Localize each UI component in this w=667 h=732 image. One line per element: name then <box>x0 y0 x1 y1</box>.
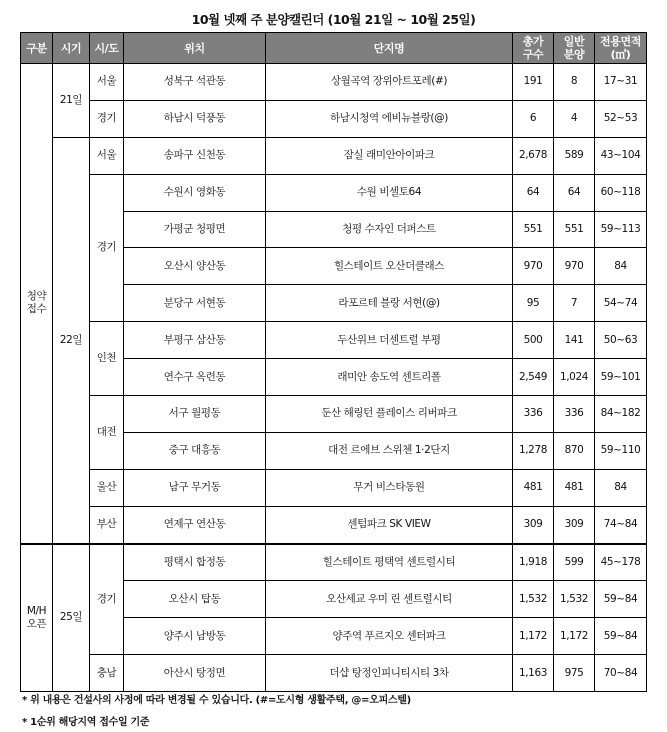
complex-cell: 오산세교 우미 린 센트럴시티 <box>266 581 513 618</box>
location-cell: 부평구 삼산동 <box>124 322 266 359</box>
total-cell: 64 <box>513 174 554 211</box>
date-cell: 22일 <box>53 137 90 543</box>
area-cell: 59~113 <box>595 211 647 248</box>
general-cell: 1,024 <box>554 359 595 396</box>
table-row <box>21 544 647 581</box>
total-cell: 1,172 <box>513 618 554 655</box>
location-cell: 오산시 양산동 <box>124 248 266 285</box>
general-cell: 8 <box>554 64 595 101</box>
general-cell: 309 <box>554 506 595 543</box>
table-row <box>21 469 647 506</box>
location-cell: 아산시 탕정면 <box>124 655 266 692</box>
complex-cell: 두산위브 더센트럴 부평 <box>266 322 513 359</box>
area-cell: 59~84 <box>595 581 647 618</box>
total-cell: 970 <box>513 248 554 285</box>
total-cell: 1,918 <box>513 544 554 581</box>
complex-cell: 더샵 탕정인피니티시티 3차 <box>266 655 513 692</box>
header-general-sale: 일반 분양 <box>554 33 595 64</box>
area-cell: 59~84 <box>595 618 647 655</box>
header-area: 전용면적 (㎡) <box>595 33 647 64</box>
location-cell: 평택시 합정동 <box>124 544 266 581</box>
complex-cell: 힐스테이트 오산더클래스 <box>266 248 513 285</box>
area-cell: 84 <box>595 248 647 285</box>
province-cell: 울산 <box>90 469 124 506</box>
table-row <box>21 506 647 543</box>
header-total-units: 총가 구수 <box>513 33 554 64</box>
general-cell: 870 <box>554 432 595 469</box>
province-cell: 부산 <box>90 506 124 543</box>
area-cell: 84~182 <box>595 396 647 433</box>
table-row <box>21 174 647 211</box>
complex-cell: 센텀파크 SK VIEW <box>266 506 513 543</box>
area-cell: 54~74 <box>595 285 647 322</box>
location-cell: 분당구 서현동 <box>124 285 266 322</box>
area-cell: 59~110 <box>595 432 647 469</box>
footnote-change-notice: * 위 내용은 건설사의 사정에 따라 변경될 수 있습니다. (#=도시형 생활주택, @=오피스텔) <box>22 695 411 706</box>
general-cell: 599 <box>554 544 595 581</box>
page-title: 10월 넷째 주 분양캘린더 (10월 21일 ~ 10월 25일) <box>191 12 476 27</box>
complex-cell: 양주역 푸르지오 센터파크 <box>266 618 513 655</box>
total-cell: 2,549 <box>513 359 554 396</box>
complex-cell: 둔산 해링턴 플레이스 리버파크 <box>266 396 513 433</box>
location-cell: 송파구 신천동 <box>124 137 266 174</box>
sales-calendar-table <box>20 32 647 692</box>
area-cell: 50~63 <box>595 322 647 359</box>
group-subscription: 청약 접수 <box>21 64 53 544</box>
total-cell: 191 <box>513 64 554 101</box>
location-cell: 연제구 연산동 <box>124 506 266 543</box>
general-cell: 141 <box>554 322 595 359</box>
area-cell: 52~53 <box>595 100 647 137</box>
location-cell: 남구 무거동 <box>124 469 266 506</box>
table-row <box>21 137 647 174</box>
total-cell: 551 <box>513 211 554 248</box>
total-cell: 1,278 <box>513 432 554 469</box>
area-cell: 70~84 <box>595 655 647 692</box>
province-cell: 경기 <box>90 100 124 137</box>
complex-cell: 상월곡역 장위아트포레(#) <box>266 64 513 101</box>
total-cell: 500 <box>513 322 554 359</box>
location-cell: 중구 대흥동 <box>124 432 266 469</box>
table-row <box>21 655 647 692</box>
province-cell: 인천 <box>90 322 124 396</box>
complex-cell: 라포르테 블랑 서현(@) <box>266 285 513 322</box>
group-mh-open: M/H 오픈 <box>21 544 53 692</box>
table-row <box>21 64 647 101</box>
complex-cell: 힐스테이트 평택역 센트럴시티 <box>266 544 513 581</box>
complex-cell: 래미안 송도역 센트리폴 <box>266 359 513 396</box>
general-cell: 481 <box>554 469 595 506</box>
general-cell: 1,172 <box>554 618 595 655</box>
general-cell: 970 <box>554 248 595 285</box>
header-category: 구분 <box>21 33 53 64</box>
area-cell: 59~101 <box>595 359 647 396</box>
footnote-basis: * 1순위 해당지역 접수일 기준 <box>22 717 150 728</box>
area-cell: 84 <box>595 469 647 506</box>
complex-cell: 하남시청역 에비뉴블랑(@) <box>266 100 513 137</box>
header-location: 위치 <box>124 33 266 64</box>
location-cell: 하남시 덕풍동 <box>124 100 266 137</box>
date-cell: 25일 <box>53 544 90 692</box>
general-cell: 7 <box>554 285 595 322</box>
complex-cell: 수원 비셀토64 <box>266 174 513 211</box>
complex-cell: 무거 비스타동원 <box>266 469 513 506</box>
header-province: 시/도 <box>90 33 124 64</box>
total-cell: 336 <box>513 396 554 433</box>
location-cell: 성북구 석관동 <box>124 64 266 101</box>
area-cell: 17~31 <box>595 64 647 101</box>
province-cell: 서울 <box>90 137 124 174</box>
complex-cell: 대전 르에브 스위첸 1·2단지 <box>266 432 513 469</box>
location-cell: 연수구 옥련동 <box>124 359 266 396</box>
location-cell: 서구 월평동 <box>124 396 266 433</box>
total-cell: 1,163 <box>513 655 554 692</box>
table-row <box>21 322 647 359</box>
total-cell: 1,532 <box>513 581 554 618</box>
complex-cell: 잠실 래미안아이파크 <box>266 137 513 174</box>
location-cell: 가평군 청평면 <box>124 211 266 248</box>
general-cell: 4 <box>554 100 595 137</box>
general-cell: 64 <box>554 174 595 211</box>
general-cell: 589 <box>554 137 595 174</box>
area-cell: 43~104 <box>595 137 647 174</box>
table-row <box>21 396 647 433</box>
location-cell: 양주시 남방동 <box>124 618 266 655</box>
area-cell: 74~84 <box>595 506 647 543</box>
area-cell: 60~118 <box>595 174 647 211</box>
header-timing: 시기 <box>53 33 90 64</box>
total-cell: 309 <box>513 506 554 543</box>
area-cell: 45~178 <box>595 544 647 581</box>
total-cell: 6 <box>513 100 554 137</box>
general-cell: 975 <box>554 655 595 692</box>
province-cell: 경기 <box>90 174 124 322</box>
table-row <box>21 100 647 137</box>
total-cell: 481 <box>513 469 554 506</box>
complex-cell: 청평 수자인 더퍼스트 <box>266 211 513 248</box>
general-cell: 336 <box>554 396 595 433</box>
province-cell: 대전 <box>90 396 124 470</box>
province-cell: 충남 <box>90 655 124 692</box>
date-cell: 21일 <box>53 64 90 138</box>
total-cell: 2,678 <box>513 137 554 174</box>
location-cell: 오산시 탑동 <box>124 581 266 618</box>
location-cell: 수원시 영화동 <box>124 174 266 211</box>
total-cell: 95 <box>513 285 554 322</box>
header-complex: 단지명 <box>266 33 513 64</box>
general-cell: 1,532 <box>554 581 595 618</box>
header-row <box>21 33 647 64</box>
general-cell: 551 <box>554 211 595 248</box>
province-cell: 서울 <box>90 64 124 101</box>
province-cell: 경기 <box>90 544 124 655</box>
